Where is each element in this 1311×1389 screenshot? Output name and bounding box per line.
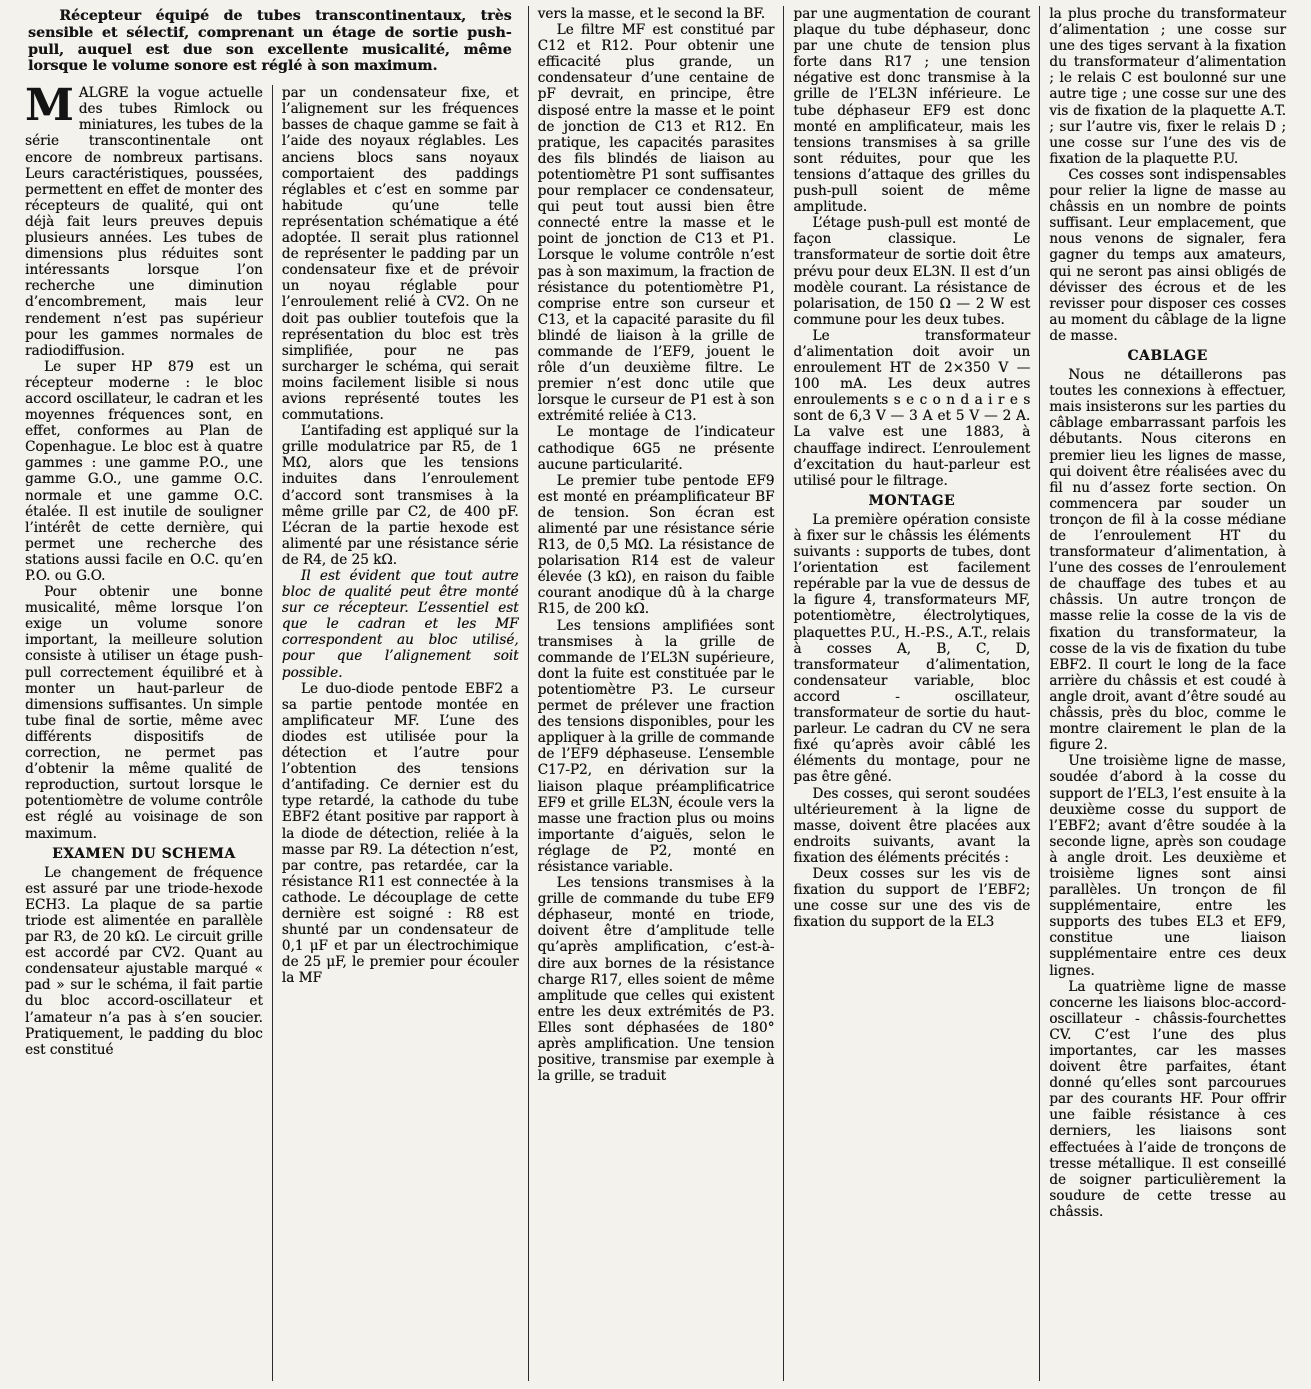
paragraph: Le duo-diode pentode EBF2 a sa partie pentode montée en amplificateur MF. L’une des diodes est utilisée pour la détection et l’autre pour l’obtention des tensions d’antifading. Ce dernier est du type retardé, la cathode du tube EBF2 étant positive par rapport à la diode de détection, reliée à la masse par R9. La détection n’est, par contre, pas retardée, car la résistance R11 est connectée à la cathode. Le découplage de cette dernière est soigné : R8 est shunté par un condensateur de 0,1 μF et par un électrochimique de 25 μF, le premier pour écouler la MF <box>281 680 519 987</box>
paragraph: par un condensateur fixe, et l’alignement sur les fréquences basses de chaque gamme se fait à l’aide des noyaux réglables. Les anciens blocs sans noyaux comportaient des paddings réglables et c’est en somme par habitude qu’une telle représentation schématique a été adoptée. Il serait plus rationnel de représenter le padding par un condensateur fixe et de prévoir un noyau réglable pour l’enroulement relié à CV2. On ne doit pas oublier toutefois que la représentation du bloc est très simplifiée, pour ne pas surcharger le schéma, qui serait moins facilement lisible si nous avions représenté toutes les commutations. <box>281 85 519 424</box>
drop-cap: M <box>25 85 74 132</box>
paragraph: Il est évident que tout autre bloc de qualité peut être monté sur ce récepteur. L’essentiel est que le cadran et les MF correspondent au bloc utilisé, pour que l’alignement soit possible. <box>281 568 519 681</box>
paragraph: Le filtre MF est constitué par C12 et R12. Pour obtenir une efficacité plus grande, un condensateur d’une centaine de pF devrait, en principe, être disposé entre la masse et le point de jonction de C13 et R12. En pratique, les capacités parasites des fils blindés de liaison au potentiomètre P1 sont suffisantes pour remplacer ce condensateur, qui peut tout aussi bien être connecté entre la masse et le point de jonction de C13 et P1. Lorsque le volume contrôle n’est pas à son maximum, la fraction de résistance du potentiomètre P1, comprise entre son curseur et C13, et la capacité parasite du fil blindé de liaison à la grille de commande de l’EF9, jouent le rôle d’un deuxième filtre. Le premier n’est donc utile que lorsque le curseur de P1 est à son extrémité reliée à C13. <box>537 22 775 425</box>
paragraph: L’étage push-pull est monté de façon classique. Le transformateur de sortie doit être prévu pour deux EL3N. Il est d’un modèle courant. La résistance de polarisation, de 150 Ω — 2 W est commune pour les deux tubes. <box>793 215 1031 328</box>
paragraph: Les tensions amplifiées sont transmises à la grille de commande de l’EL3N supérieure, dont la fuite est constituée par le potentiomètre P3. Le curseur permet de prélever une fraction des tensions disponibles, pour les appliquer à la grille de commande de l’EF9 déphaseuse. L’ensemble C17-P2, en dérivation sur la liaison plaque préamplificatrice EF9 et grille EL3N, écoule vers la masse une fraction plus ou moins importante d’aiguës, selon le réglage de P2, monté en résistance variable. <box>537 617 775 875</box>
paragraph: Le transformateur d’alimentation doit avoir un enroulement HT de 2×350 V — 100 mA. Les deux autres enroulements s e c o n d a i r e s sont de 6,3 V — 3 A et 5 V — 2 A. La valve est une 1883, à chauffage indirect. L’enroulement d’excitation du haut-parleur est utilisé pour le filtrage. <box>793 327 1031 489</box>
section-heading: CABLAGE <box>1127 347 1208 364</box>
paragraph: La première opération consiste à fixer sur le châssis les éléments suivants : supports de tubes, dont l’orientation est facilement repérable par la vue de dessus de la figure 4, transformateurs MF, potentiomètre, électrolytiques, plaquettes P.U., H.-P.S., A.T., relais à cosses A, B, C, D, transformateur d’alimentation, condensateur variable, bloc accord - oscillateur, transformateur de sortie du haut-parleur. Le cadran du CV ne sera fixé qu’après avoir câblé les éléments du montage, pour ne pas être gêné. <box>793 511 1031 786</box>
paragraph: Le super HP 879 est un récepteur moderne : le bloc accord oscillateur, le cadran et les moyennes fréquences sont, en effet, conformes au Plan de Copenhague. Le bloc est à quatre gammes : une gamme P.O., une gamme G.O., une gamme O.C. normale et une gamme O.C. étalée. Il est inutile de souligner l’intérêt de cette dernière, qui permet une recherche des stations aussi facile en O.C. qu’en P.O. ou G.O. <box>25 358 263 584</box>
paragraph: Nous ne détaillerons pas toutes les connexions à effectuer, mais insisterons sur les parties du câblage embarrassant parfois les débutants. Nous citerons en premier lieu les lignes de masse, qui doivent être réalisées avec du fil nu d’assez forte section. On commencera par souder un tronçon de fil à la cosse médiane de l’enroulement HT du transformateur d’alimentation, à l’une des cosses de l’enroulement de chauffage des tubes et au châssis. Un autre tronçon de masse relie la cosse de la vis de fixation du transformateur, la cosse de la vis de fixation du tube EBF2. Il court le long de la face arrière du châssis et est coudé à angle droit, avant d’être soudé au châssis, près du bloc, comme le montre clairement le plan de la figure 2. <box>1049 367 1286 754</box>
paragraph: Une troisième ligne de masse, soudée d’abord à la cosse du support de l’EL3, l’est ensuite à la deuxième cosse du support de l’EBF2; avant d’être soudée à la seconde ligne, après son coudage à angle droit. Les deuxième et troisième lignes sont ainsi parallèles. Un tronçon de fil supplémentaire, entre les supports des tubes EL3 et EF9, constitue une liaison supplémentaire entre ces deux lignes. <box>1049 753 1286 979</box>
text-column-5 <box>1039 6 1295 1381</box>
paragraph: Les tensions transmises à la grille de commande du tube EF9 déphaseur, monté en triode, doivent être d’amplitude telle qu’après amplification, c’est-à-dire aux bornes de la résistance charge R17, elles soient de même amplitude que celles qui existent entre les deux extrémités de P3. Elles sont déphasées de 180° après amplification. Une tension positive, transmise par exemple à la grille, se traduit <box>537 875 775 1085</box>
paragraph: Des cosses, qui seront soudées ultérieurement à la ligne de masse, doivent être placées aux endroits suivants, avant la fixation des éléments précités : <box>793 785 1031 866</box>
section-heading: EXAMEN DU SCHEMA <box>52 845 236 862</box>
text-column-3 <box>528 6 784 1381</box>
paragraph: MALGRE la vogue actuelle des tubes Rimlock ou miniatures, les tubes de la série transcontinentale ont encore de nombreux partisans. Leurs caractéristiques, poussées, permettent en effet de monter des récepteurs de qualité, qui ont déjà fait leurs preuves depuis plusieurs années. Les tubes de dimensions plus réduites sont intéressants lorsque l’on recherche une diminution d’encombrement, mais leur rendement n’est pas supérieur pour les gammes normales de radiodiffusion. <box>25 85 263 359</box>
paragraph: Le premier tube pentode EF9 est monté en préamplificateur BF de tension. Son écran est alimenté par une résistance série R13, de 0,5 MΩ. La résistance de polarisation R14 est de valeur élevée (3 kΩ), en raison du faible courant anodique dû à la charge R15, de 200 kΩ. <box>537 472 775 618</box>
text-column-1 <box>16 85 272 1381</box>
paragraph: Le changement de fréquence est assuré par une triode-hexode ECH3. La plaque de sa partie triode est alimentée en parallèle par R3, de 20 kΩ. Le circuit grille est accordé par CV2. Quant au condensateur ajustable marqué « pad » sur le schéma, il fait partie du bloc accord-oscillateur et l’amateur n’a pas à s’en soucier. Pratiquement, le padding du bloc est constitué <box>25 864 263 1058</box>
paragraph: Deux cosses sur les vis de fixation du support de l’EBF2; une cosse sur une des vis de fixation du support de la EL3 <box>793 865 1031 931</box>
paragraph: vers la masse, et le second la BF. <box>537 6 766 22</box>
paragraph: L’antifading est appliqué sur la grille modulatrice par R5, de 1 MΩ, alors que les tensions induites dans l’enroulement d’accord sont transmises à la même grille par C2, de 400 pF. L’écran de la partie hexode est alimenté par une résistance série de R4, de 25 kΩ. <box>281 423 519 568</box>
text-column-4 <box>783 6 1039 1381</box>
text-column-2 <box>272 85 528 1381</box>
paragraph: La quatrième ligne de masse concerne les liaisons bloc-accord-oscillateur - châssis-fourchettes CV. C’est l’une des plus importantes, car les masses doivent être parfaites, étant donné qu’elles sont parcourues par des courants HF. Pour offrir une faible résistance à ces derniers, les liaisons sont effectuées à l’aide de tronçons de tresse métallique. Il est conseillé de soigner particulièrement la soudure de cette tresse au châssis. <box>1049 978 1286 1220</box>
paragraph: Pour obtenir une bonne musicalité, même lorsque l’on exige un volume sonore important, la meilleure solution consiste à utiliser un étage push-pull correctement équilibré et à monter un haut-parleur de dimensions suffisantes. Un simple tube final de sortie, même avec différents dispositifs de correction, ne permet pas d’obtenir la même qualité de reproduction, surtout lorsque le potentiomètre de volume contrôle est réglé au voisinage de son maximum. <box>25 584 263 842</box>
article-lede: Récepteur équipé de tubes transcontinentaux, très sensible et sélectif, comprenant un étage de sortie push-pull, auquel est due son excellente musicalité, même lorsque le volume sonore est réglé à son maximum. <box>28 8 512 75</box>
section-heading: MONTAGE <box>868 492 956 509</box>
paragraph: par une augmentation de courant plaque du tube déphaseur, donc par une chute de tension plus forte dans R17 ; une tension négative est donc transmise à la grille de l’EL3N inférieure. Le tube déphaseur EF9 est donc monté en amplificateur, mais les tensions transmises à sa grille sont réduites, pour que les tensions d’attaque des grilles du push-pull soient de même amplitude. <box>793 6 1031 216</box>
paragraph: Le montage de l’indicateur cathodique 6G5 ne présente aucune particularité. <box>537 424 775 473</box>
paragraph: la plus proche du transformateur d’alimentation ; une cosse sur une des tiges servant à la fixation du transformateur d’alimentation ; le relais C est boulonné sur une autre tige ; une cosse sur une des vis de fixation de la plaquette A.T. ; sur l’autre vis, fixer le relais D ; une cosse sur l’une des vis de fixation de la plaquette P.U. <box>1049 6 1286 167</box>
paragraph: Ces cosses sont indispensables pour relier la ligne de masse au châssis en un nombre de points suffisant. Leur emplacement, que nous venons de signaler, fera gagner du temps aux amateurs, qui ne seront pas ainsi obligés de dévisser des écrous et de les revisser pour disposer ces cosses au moment du câblage de la ligne de masse. <box>1049 166 1286 344</box>
